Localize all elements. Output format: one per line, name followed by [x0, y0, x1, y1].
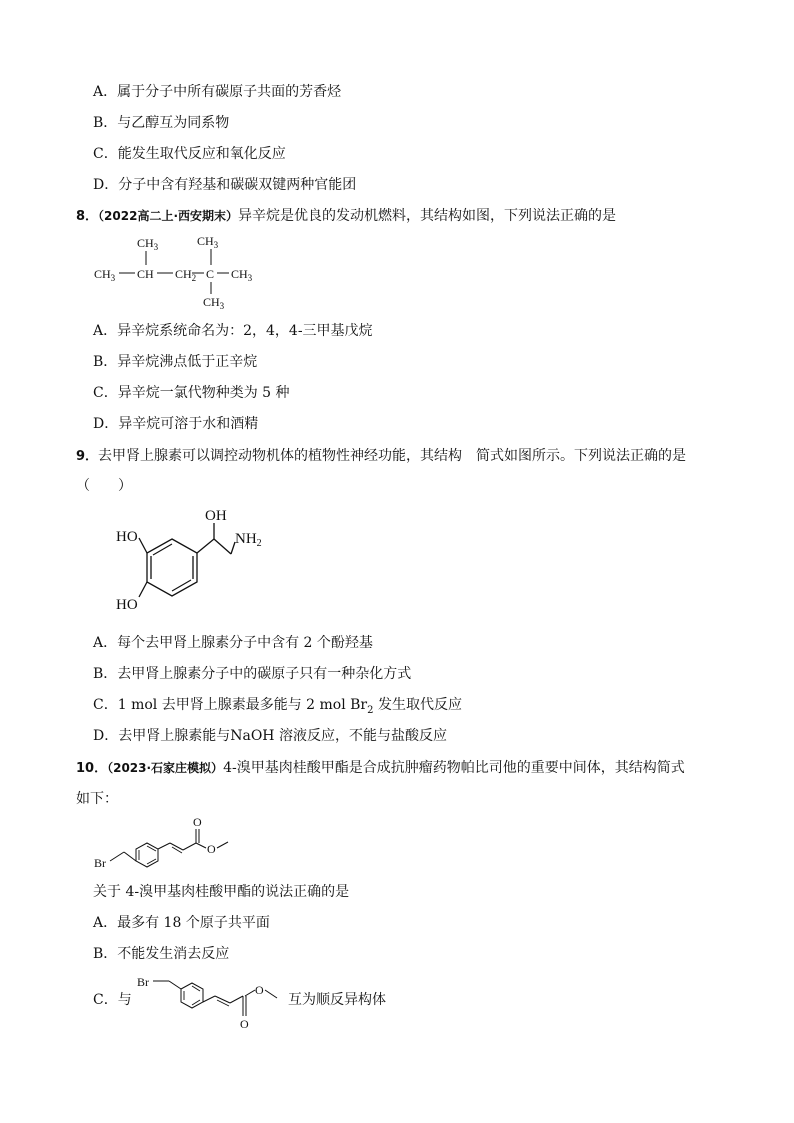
atom-label: HO	[116, 529, 138, 545]
question-10-question: 关于 4-溴甲基肉桂酸甲酯的说法正确的是	[93, 884, 350, 900]
option-c: C．与	[93, 992, 132, 1008]
atom-label: Br	[94, 856, 106, 870]
question-number: 9．	[76, 449, 99, 464]
question-8-stem	[76, 206, 616, 227]
question-10-stem-cont: 如下：	[76, 791, 118, 807]
atom-label: $CH_3$	[197, 234, 219, 250]
option-a: A．最多有 18 个原子共平面	[93, 915, 270, 931]
option-b: B．不能发生消去反应	[93, 946, 230, 962]
atom-label: O	[207, 842, 216, 856]
option-b: B．去甲肾上腺素分子中的碳原子只有一种杂化方式	[93, 666, 412, 682]
option-b: B．与乙醇互为同系物	[93, 115, 230, 131]
atom-label: $NH_2$	[235, 531, 262, 549]
option-c: C．1 mol 去甲肾上腺素最多能与 2 mol $Br_2$ 发生取代反应	[93, 697, 462, 716]
question-text: 异辛烷是优良的发动机燃料，其结构如图，下列说法正确的是	[238, 208, 617, 224]
norepinephrine-structure	[110, 505, 280, 615]
question-10-stem	[76, 758, 685, 779]
option-d: D．异辛烷可溶于水和酒精	[93, 416, 259, 432]
atom-label: CH	[137, 267, 154, 281]
question-9-stem-cont: （ ）	[76, 478, 132, 494]
option-b: B．异辛烷沸点低于正辛烷	[93, 354, 258, 370]
atom-label: $CH_3$	[94, 267, 116, 283]
atom-label: OH	[205, 508, 227, 524]
option-c-structure	[135, 970, 305, 1035]
option-a: A．异辛烷系统命名为：2，4，4-三甲基戊烷	[93, 323, 373, 339]
option-d: D．去甲肾上腺素能与NaOH 溶液反应，不能与盐酸反应	[93, 728, 447, 744]
question-9-stem	[76, 446, 686, 467]
option-c-text: 互为顺反异构体	[288, 992, 386, 1008]
question-number: 8．	[76, 209, 99, 224]
question-source: （2022高二上·西安期末）	[98, 209, 239, 223]
atom-label: $CH_2$	[175, 267, 197, 283]
question-number: 10．	[76, 761, 108, 776]
question-text: 4-溴甲基肉桂酸甲酯是合成抗肿瘤药物帕比司他的重要中间体，其结构简式	[223, 760, 685, 776]
option-d: D．分子中含有羟基和碳碳双键两种官能团	[93, 177, 357, 193]
question-text: 去甲肾上腺素可以调控动物机体的植物性神经功能，其结构 简式如图所示。下列说法正确的是	[98, 448, 687, 464]
option-c: C．异辛烷一氯代物种类为 5 种	[93, 385, 290, 401]
atom-label: O	[255, 983, 264, 997]
atom-label: $CH_3$	[137, 236, 159, 252]
option-a: A．属于分子中所有碳原子共面的芳香烃	[93, 84, 342, 100]
option-c: C．能发生取代反应和氧化反应	[93, 146, 286, 162]
atom-label: HO	[116, 597, 138, 613]
atom-label: O	[240, 1017, 249, 1031]
atom-label: O	[193, 815, 202, 829]
atom-label: $CH_3$	[203, 295, 225, 311]
isooctane-structure	[90, 232, 260, 312]
bromomethyl-cinnamate-structure	[90, 815, 250, 875]
question-source: （2023·石家庄模拟）	[107, 761, 224, 775]
atom-label: Br	[137, 975, 149, 989]
option-a: A．每个去甲肾上腺素分子中含有 2 个酚羟基	[93, 635, 373, 651]
atom-label: C	[206, 267, 215, 281]
atom-label: $CH_3$	[231, 267, 253, 283]
